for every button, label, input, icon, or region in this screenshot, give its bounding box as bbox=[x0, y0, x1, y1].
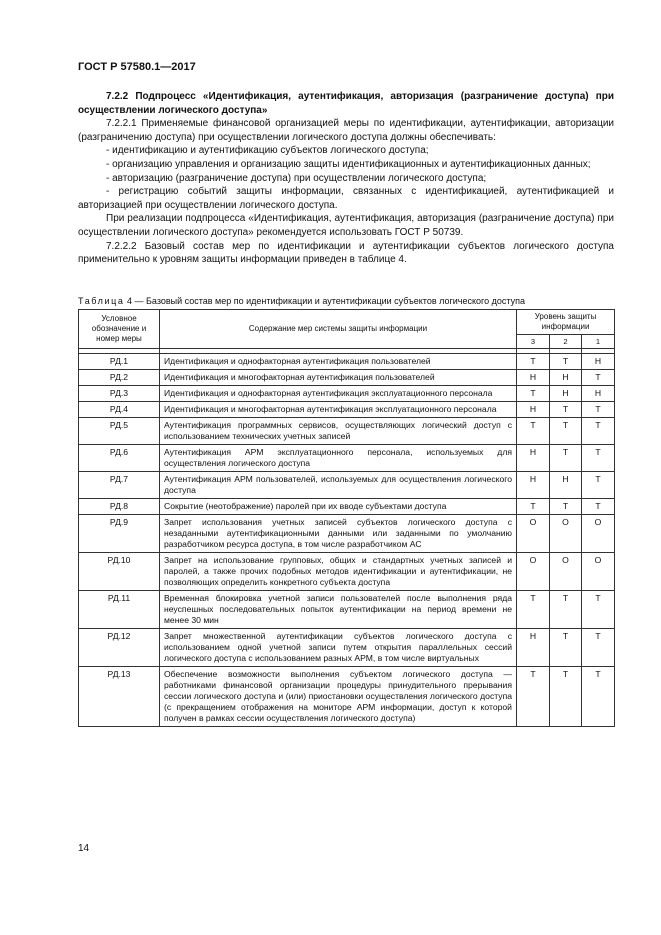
level-3-value: О bbox=[517, 515, 550, 553]
header-content: Содержание мер системы защиты информации bbox=[160, 310, 517, 349]
level-3-value: О bbox=[517, 553, 550, 591]
level-1-value: О bbox=[582, 515, 615, 553]
measure-text: Аутентификация АРМ пользователей, используемых для осуществления логического доступа bbox=[160, 472, 517, 499]
measure-code: РД.4 bbox=[79, 402, 160, 418]
measure-text: Идентификация и однофакторная аутентификация эксплуатационного персонала bbox=[160, 386, 517, 402]
table-caption-label: Таблица bbox=[78, 296, 125, 306]
level-3-value: Н bbox=[517, 370, 550, 386]
table-body bbox=[79, 354, 615, 727]
header-level-1: 1 bbox=[582, 335, 615, 349]
table-row bbox=[79, 418, 615, 445]
section-text bbox=[78, 90, 614, 267]
document-header: ГОСТ Р 57580.1—2017 bbox=[78, 61, 196, 73]
measure-code: РД.3 bbox=[79, 386, 160, 402]
measure-code: РД.11 bbox=[79, 591, 160, 629]
level-1-value: Т bbox=[582, 499, 615, 515]
level-2-value: Т bbox=[550, 445, 582, 472]
level-2-value: Н bbox=[550, 472, 582, 499]
level-3-value: Т bbox=[517, 499, 550, 515]
bullet-item: - авторизацию (разграничение доступа) при осуществлении логического доступа; bbox=[106, 172, 487, 184]
paragraph-7-2-2-1: 7.2.2.1 Применяемые финансовой организацией меры по идентификации, аутентификации, авторизации (разграничению доступа) при осуществлении логического доступа должны обеспечивать: bbox=[78, 118, 614, 143]
level-3-value: Н bbox=[517, 629, 550, 667]
level-1-value: Т bbox=[582, 402, 615, 418]
level-1-value: Н bbox=[582, 386, 615, 402]
level-2-value: Т bbox=[550, 499, 582, 515]
level-3-value: Н bbox=[517, 402, 550, 418]
level-3-value: Т bbox=[517, 418, 550, 445]
table-row bbox=[79, 354, 615, 370]
table-row bbox=[79, 499, 615, 515]
bullet-item: - организацию управления и организацию защиты идентификационных и аутентификационных данных; bbox=[106, 158, 591, 170]
level-3-value: Н bbox=[517, 472, 550, 499]
table-caption-text: 4 — Базовый состав мер по идентификации и аутентификации субъектов логического доступа bbox=[124, 296, 525, 306]
table-row bbox=[79, 445, 615, 472]
level-3-value: Т bbox=[517, 354, 550, 370]
measure-text: Запрет множественной аутентификации субъектов логического доступа с использованием одной учетной записи путем открытия параллельных сессий логического доступа с использованием разных АРМ, в том числе виртуальных bbox=[160, 629, 517, 667]
table-row bbox=[79, 472, 615, 499]
level-2-value: Т bbox=[550, 418, 582, 445]
bullet-item: - регистрацию событий защиты информации, связанных с идентификацией, аутентификацией и авторизацией при осуществлении логического доступа. bbox=[78, 186, 614, 211]
level-2-value: О bbox=[550, 553, 582, 591]
table-caption bbox=[78, 296, 525, 306]
level-1-value: Т bbox=[582, 667, 615, 727]
section-heading: 7.2.2 Подпроцесс «Идентификация, аутентификация, авторизация (разграничение доступа) при осуществлении логического доступа» bbox=[78, 91, 614, 116]
header-level-3: 3 bbox=[517, 335, 550, 349]
level-1-value: О bbox=[582, 553, 615, 591]
level-2-value: Н bbox=[550, 386, 582, 402]
measure-text: Аутентификация АРМ эксплуатационного персонала, используемых для осуществления логического доступа bbox=[160, 445, 517, 472]
level-3-value: Т bbox=[517, 591, 550, 629]
measure-code: РД.5 bbox=[79, 418, 160, 445]
level-2-value: О bbox=[550, 515, 582, 553]
measure-text: Идентификация и однофакторная аутентификация пользователей bbox=[160, 354, 517, 370]
measure-code: РД.12 bbox=[79, 629, 160, 667]
level-2-value: Т bbox=[550, 402, 582, 418]
measure-text: Аутентификация программных сервисов, осуществляющих логический доступ с использованием технических учетных записей bbox=[160, 418, 517, 445]
level-2-value: Н bbox=[550, 370, 582, 386]
level-1-value: Т bbox=[582, 472, 615, 499]
level-1-value: Т bbox=[582, 370, 615, 386]
header-level-2: 2 bbox=[550, 335, 582, 349]
table-row bbox=[79, 553, 615, 591]
level-2-value: Т bbox=[550, 591, 582, 629]
table-row bbox=[79, 515, 615, 553]
level-3-value: Н bbox=[517, 445, 550, 472]
page-number: 14 bbox=[78, 843, 90, 854]
level-3-value: Т bbox=[517, 386, 550, 402]
measure-text: Запрет на использование групповых, общих и стандартных учетных записей и паролей, а также прочих подобных методов идентификации и аутентификации, не позволяющих определить конкретного субъекта доступа bbox=[160, 553, 517, 591]
table-row bbox=[79, 370, 615, 386]
table-row bbox=[79, 667, 615, 727]
measure-code: РД.1 bbox=[79, 354, 160, 370]
measure-text: Временная блокировка учетной записи пользователей после выполнения ряда неуспешных последовательных попыток аутентификации на период времени не менее 30 мин bbox=[160, 591, 517, 629]
level-1-value: Т bbox=[582, 445, 615, 472]
level-3-value: Т bbox=[517, 667, 550, 727]
measure-code: РД.8 bbox=[79, 499, 160, 515]
bullet-item: - идентификацию и аутентификацию субъектов логического доступа; bbox=[106, 145, 429, 157]
measure-text: Сокрытие (неотображение) паролей при их вводе субъектами доступа bbox=[160, 499, 517, 515]
measures-table bbox=[78, 309, 615, 727]
paragraph-7-2-2-2: 7.2.2.2 Базовый состав мер по идентификации и аутентификации субъектов логического доступа применительно к уровням защиты информации приведен в таблице 4. bbox=[78, 240, 614, 266]
measure-code: РД.6 bbox=[79, 445, 160, 472]
measure-text: Обеспечение возможности выполнения субъектом логического доступа — работниками финансовой организации процедуры принудительного прерывания сессии логического доступа и (или) приостановки осуществления логического доступа (с прекращением отображения на мониторе АРМ информации, доступ к которой получен в рамках сессии осуществления логического доступа) bbox=[160, 667, 517, 727]
measure-code: РД.13 bbox=[79, 667, 160, 727]
measure-code: РД.2 bbox=[79, 370, 160, 386]
measure-code: РД.7 bbox=[79, 472, 160, 499]
table-row bbox=[79, 629, 615, 667]
level-1-value: Т bbox=[582, 418, 615, 445]
table-row bbox=[79, 591, 615, 629]
level-1-value: Т bbox=[582, 591, 615, 629]
level-2-value: Т bbox=[550, 354, 582, 370]
level-1-value: Н bbox=[582, 354, 615, 370]
table-row bbox=[79, 402, 615, 418]
paragraph-recommendation: При реализации подпроцесса «Идентификация, аутентификация, авторизация (разграничение доступа) при осуществлении логического доступа» рекомендуется использовать ГОСТ Р 50739. bbox=[78, 213, 614, 238]
header-code: Условное обозначение и номер меры bbox=[79, 310, 160, 349]
measure-code: РД.9 bbox=[79, 515, 160, 553]
level-1-value: Т bbox=[582, 629, 615, 667]
level-2-value: Т bbox=[550, 629, 582, 667]
table-row bbox=[79, 386, 615, 402]
header-level: Уровень защиты информации bbox=[517, 310, 615, 335]
measure-text: Запрет использования учетных записей субъектов логического доступа с незаданными аутентификационными данными или заданными по умолчанию разработчиком ресурса доступа, в том числе разработчиком АС bbox=[160, 515, 517, 553]
measure-text: Идентификация и многофакторная аутентификация пользователей bbox=[160, 370, 517, 386]
measure-code: РД.10 bbox=[79, 553, 160, 591]
measure-text: Идентификация и многофакторная аутентификация эксплуатационного персонала bbox=[160, 402, 517, 418]
level-2-value: Т bbox=[550, 667, 582, 727]
